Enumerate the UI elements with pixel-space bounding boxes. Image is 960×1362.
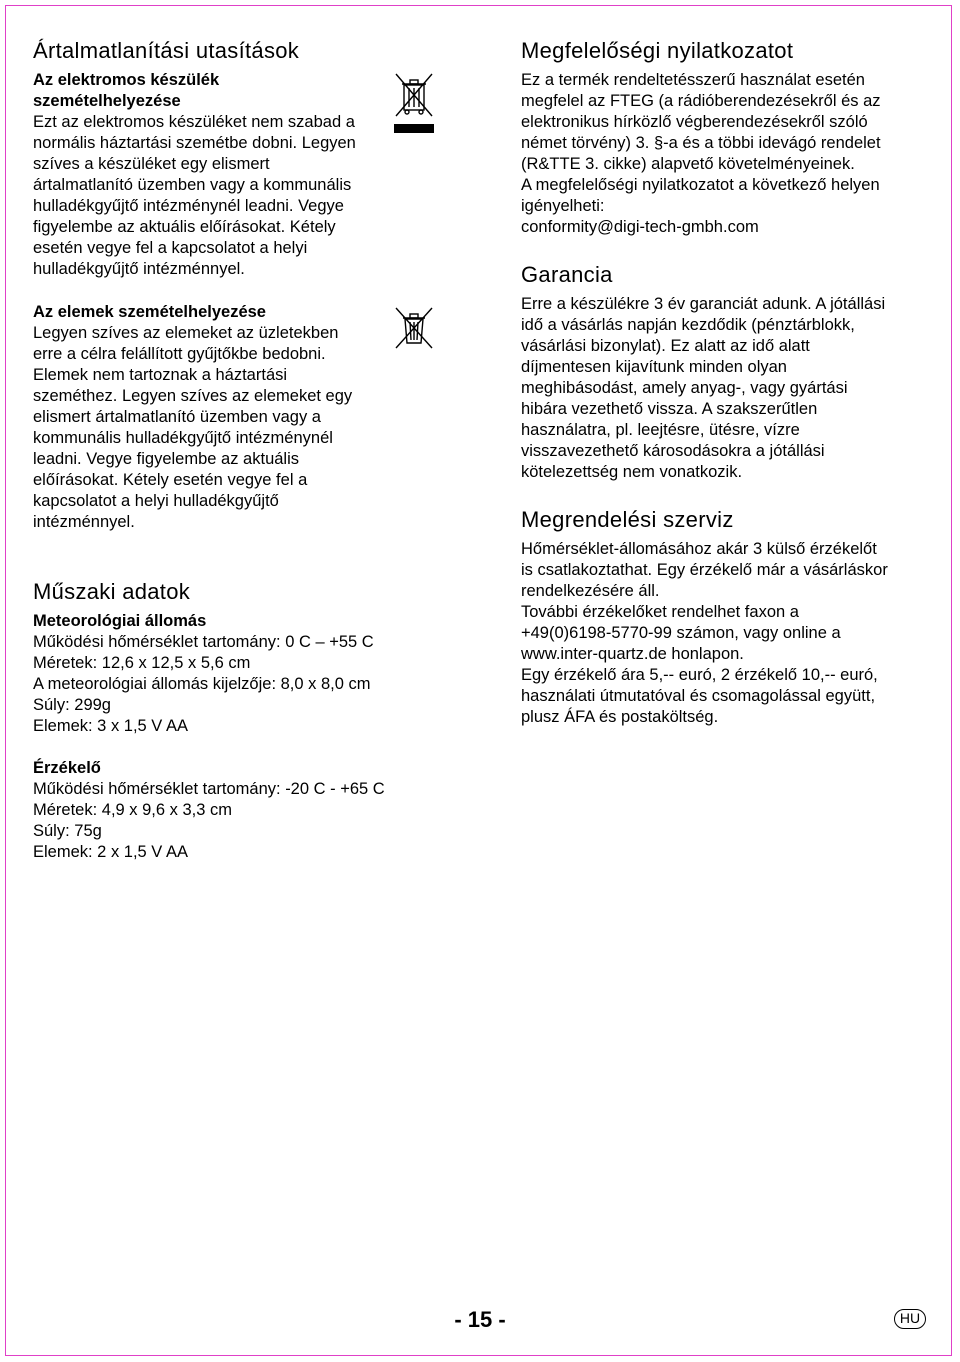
- battery-text-line: szeméthez. Legyen szíves az elemeket egy: [33, 387, 353, 405]
- language-badge: HU: [894, 1309, 926, 1329]
- battery-text-line: kommunális hulladékgyűjtő intézménynél: [33, 429, 333, 447]
- station-spec-line: Méretek: 12,6 x 12,5 x 5,6 cm: [33, 654, 251, 672]
- warranty-line: idő a vásárlás napján kezdődik (pénztárblokk,: [521, 316, 855, 334]
- station-spec-line: Működési hőmérséklet tartomány: 0 C – +55 C: [33, 633, 374, 651]
- conformity-line: igényelheti:: [521, 197, 605, 215]
- conformity-title: Megfelelőségi nyilatkozatot: [521, 38, 794, 63]
- order-line: További érzékelőket rendelhet faxon a: [521, 603, 799, 621]
- order-service-title: Megrendelési szerviz: [521, 507, 734, 532]
- order-line: használati útmutatóval és csomagolással együtt,: [521, 687, 876, 705]
- battery-text-line: elismert ártalmatlanító üzemben vagy a: [33, 408, 321, 426]
- warranty-title: Garancia: [521, 262, 613, 287]
- right-column: [521, 36, 941, 728]
- device-text-line: Ezt az elektromos készüléket nem szabad a: [33, 113, 355, 131]
- battery-text-line: intézménnyel.: [33, 513, 135, 531]
- tech-title: Műszaki adatok: [33, 579, 191, 604]
- conformity-email: conformity@digi-tech-gmbh.com: [521, 218, 759, 236]
- warranty-line: meghibásodást, amely anyag-, vagy gyártási: [521, 379, 848, 397]
- warranty-line: Erre a készülékre 3 év garanciát adunk. A jótállási: [521, 295, 886, 313]
- battery-text-line: Legyen szíves az elemeket az üzletekben: [33, 324, 339, 342]
- warranty-line: kötelezettség nem vonatkozik.: [521, 463, 743, 481]
- conformity-line: A megfelelőségi nyilatkozatot a következő helyen: [521, 176, 880, 194]
- warranty-line: díjmentesen kijavítunk minden olyan: [521, 358, 787, 376]
- order-line: plusz ÁFA és postaköltség.: [521, 708, 719, 726]
- station-spec-line: A meteorológiai állomás kijelzője: 8,0 x 8,0 cm: [33, 675, 371, 693]
- device-text-line: normális háztartási szemétbe dobni. Legyen: [33, 134, 356, 152]
- sensor-spec-line: Elemek: 2 x 1,5 V AA: [33, 843, 188, 861]
- device-text-line: hulladékgyűjtő intézménnyel.: [33, 260, 245, 278]
- battery-text-line: kapcsolatot a helyi hulladékgyűjtő: [33, 492, 279, 510]
- order-line: www.inter-quartz.de honlapon.: [521, 645, 744, 663]
- warranty-line: vásárlási bizonylat). Ez alatt az idő alatt: [521, 337, 810, 355]
- conformity-line: Ez a termék rendeltetésszerű használat esetén: [521, 71, 865, 89]
- crossed-out-wheelie-bin-icon: [394, 72, 434, 134]
- sensor-spec-line: Súly: 75g: [33, 822, 102, 840]
- battery-text-line: leadni. Vegye figyelembe az aktuális: [33, 450, 299, 468]
- conformity-line: (R&TTE 3. cikke) alapvető követelményeinek.: [521, 155, 855, 173]
- device-text-line: hulladékgyűjtő intézménynél leadni. Vegye: [33, 197, 344, 215]
- battery-disposal-subtitle: Az elemek szemételhelyezése: [33, 303, 266, 321]
- battery-text-line: erre a célra felállított gyűjtőkbe bedobni.: [33, 345, 326, 363]
- order-line: is csatlakoztathat. Egy érzékelő már a vásárláskor: [521, 561, 888, 579]
- warranty-line: hibára vezethető vissza. A szakszerűtlen: [521, 400, 818, 418]
- order-line: rendelkezésére áll.: [521, 582, 660, 600]
- device-text-line: esetén vegye fel a kapcsolatot a helyi: [33, 239, 308, 257]
- conformity-line: elektronikus hírközlő végberendezésekről szóló: [521, 113, 868, 131]
- conformity-line: német törvény) 3. §-a és a többi idevágó rendelet: [521, 134, 881, 152]
- device-text-line: ártalmatlanító üzemben vagy a kommunális: [33, 176, 352, 194]
- device-disposal-subtitle-1: Az elektromos készülék: [33, 71, 220, 89]
- station-subtitle: Meteorológiai állomás: [33, 612, 207, 630]
- left-column: [33, 36, 428, 863]
- conformity-line: megfelel az FTEG (a rádióberendezésekről és az: [521, 92, 881, 110]
- sensor-spec-line: Működési hőmérséklet tartomány: -20 C - +65 C: [33, 780, 385, 798]
- station-spec-line: Súly: 299g: [33, 696, 111, 714]
- order-line: Hőmérséklet-állomásához akár 3 külső érzékelőt: [521, 540, 877, 558]
- order-line: +49(0)6198-5770-99 számon, vagy online a: [521, 624, 841, 642]
- warranty-line: visszavezethető károsodásokra a jótállási: [521, 442, 825, 460]
- sensor-spec-line: Méretek: 4,9 x 9,6 x 3,3 cm: [33, 801, 232, 819]
- device-text-line: szíves a készüléket egy elismert: [33, 155, 270, 173]
- device-text-line: figyelembe az aktuális előírásokat. Kétely: [33, 218, 336, 236]
- warranty-line: használatra, pl. leejtésre, ütésre, vízre: [521, 421, 800, 439]
- battery-text-line: Elemek nem tartoznak a háztartási: [33, 366, 288, 384]
- order-line: Egy érzékelő ára 5,-- euró, 2 érzékelő 10,-- euró,: [521, 666, 878, 684]
- page-number: - 15 -: [454, 1307, 506, 1332]
- station-spec-line: Elemek: 3 x 1,5 V AA: [33, 717, 188, 735]
- sensor-subtitle: Érzékelő: [33, 759, 101, 777]
- disposal-title: Ártalmatlanítási utasítások: [33, 38, 300, 63]
- crossed-out-bin-icon: [394, 306, 434, 350]
- battery-text-line: előírásokat. Kétely esetén vegye fel a: [33, 471, 308, 489]
- device-disposal-subtitle-2: szemételhelyezése: [33, 92, 181, 110]
